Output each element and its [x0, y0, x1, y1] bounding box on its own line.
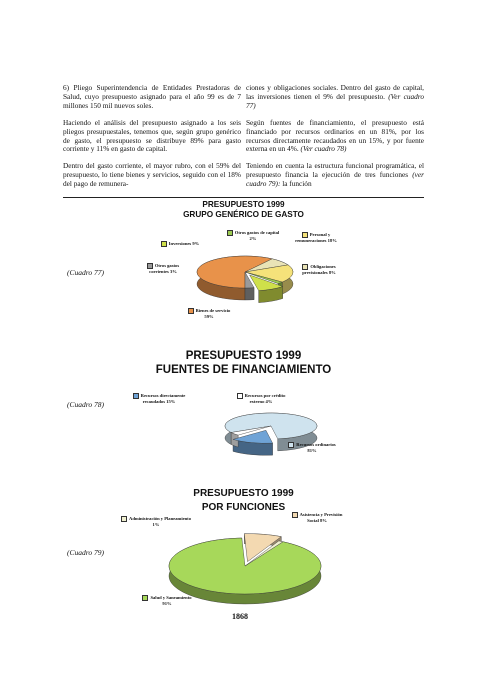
- chart-cuadro-77: [63, 200, 424, 330]
- pie-chart: [63, 488, 424, 612]
- slice-label: Otros gastos corrientes 3%: [137, 263, 189, 274]
- chart-cuadro-78: [63, 350, 424, 470]
- text-column-left: [63, 84, 241, 197]
- slice-label: Otros gastos de capital 2%: [223, 230, 283, 241]
- slice-label: Recursos ordinarios 81%: [287, 442, 337, 453]
- chart-subtitle: GRUPO GENÉRICO DE GASTO: [183, 210, 304, 219]
- paragraph: ciones y obligaciones sociales. Dentro del gasto de capital, las inversiones tienen el 9% del presupuesto. (Ver cuadro 77): [246, 83, 425, 110]
- chart-subtitle: POR FUNCIONES: [201, 502, 286, 513]
- divider: [63, 197, 424, 198]
- chart-reference: (Cuadro 77): [67, 268, 105, 277]
- paragraph: Según fuentes de financiamiento, el presupuesto está financiado por recursos ordinarios en un 81%, por los recursos directamente recaudados en un 15%, y por fuente externa en un 4%. (Ver cuadro 78): [246, 117, 424, 154]
- chart-cuadro-79: [63, 488, 424, 612]
- slice-label: Obligaciones previsionales 8%: [302, 264, 336, 275]
- slice-label: Administración y Planeamiento 1%: [121, 516, 191, 527]
- chart-reference: (Cuadro 79): [67, 548, 105, 557]
- text-column-right: [246, 84, 424, 197]
- chart-reference: (Cuadro 78): [67, 400, 105, 409]
- chart-title: PRESUPUESTO 1999: [202, 200, 285, 209]
- slice-label: Inversiones 9%: [150, 241, 210, 247]
- paragraph: 6) Pliego Superintendencia de Entidades Prestadoras de Salud, cuyo presupuesto asignado para el año 99 es de 7 millones 150 mil nuevos soles.: [63, 83, 241, 110]
- paragraph: Dentro del gasto corriente, el mayor rubro, con el 59% del presupuesto, lo tiene bienes y servicios, seguido con el 18% del pago de remunera-: [63, 161, 241, 189]
- pie-slice-side: [245, 288, 254, 300]
- slice-label: Salud y Saneamiento 91%: [139, 595, 195, 606]
- slice-label: Recursos por crédito externo 4%: [233, 393, 289, 404]
- slice-label: Asistencia y Previsión Social 8%: [288, 512, 346, 523]
- chart-title: PRESUPUESTO 1999: [185, 350, 302, 362]
- chart-subtitle: FUENTES DE FINANCIAMIENTO: [155, 364, 332, 376]
- chart-title: PRESUPUESTO 1999: [193, 488, 294, 499]
- pie-chart: [63, 200, 424, 330]
- slice-label: Personal y remuneraciones 18%: [295, 232, 337, 243]
- page-number: 1868: [232, 612, 248, 621]
- slice-label: Bienes de servicio 59%: [187, 308, 231, 319]
- pie-chart: [63, 350, 424, 470]
- paragraph: Haciendo el análisis del presupuesto asignado a los seis pliegos presupuestales, tenemos que, según grupo genérico de gasto, el presupuesto se distribuye 89% para gasto corriente y 11% en gasto de capital.: [63, 117, 241, 154]
- slice-label: Recursos directamente recaudados 15%: [127, 393, 191, 404]
- paragraph: Teniendo en cuenta la estructura funcional programática, el presupuesto financia la ejecución de tres funciones (ver cuadro 79): la función: [246, 161, 424, 189]
